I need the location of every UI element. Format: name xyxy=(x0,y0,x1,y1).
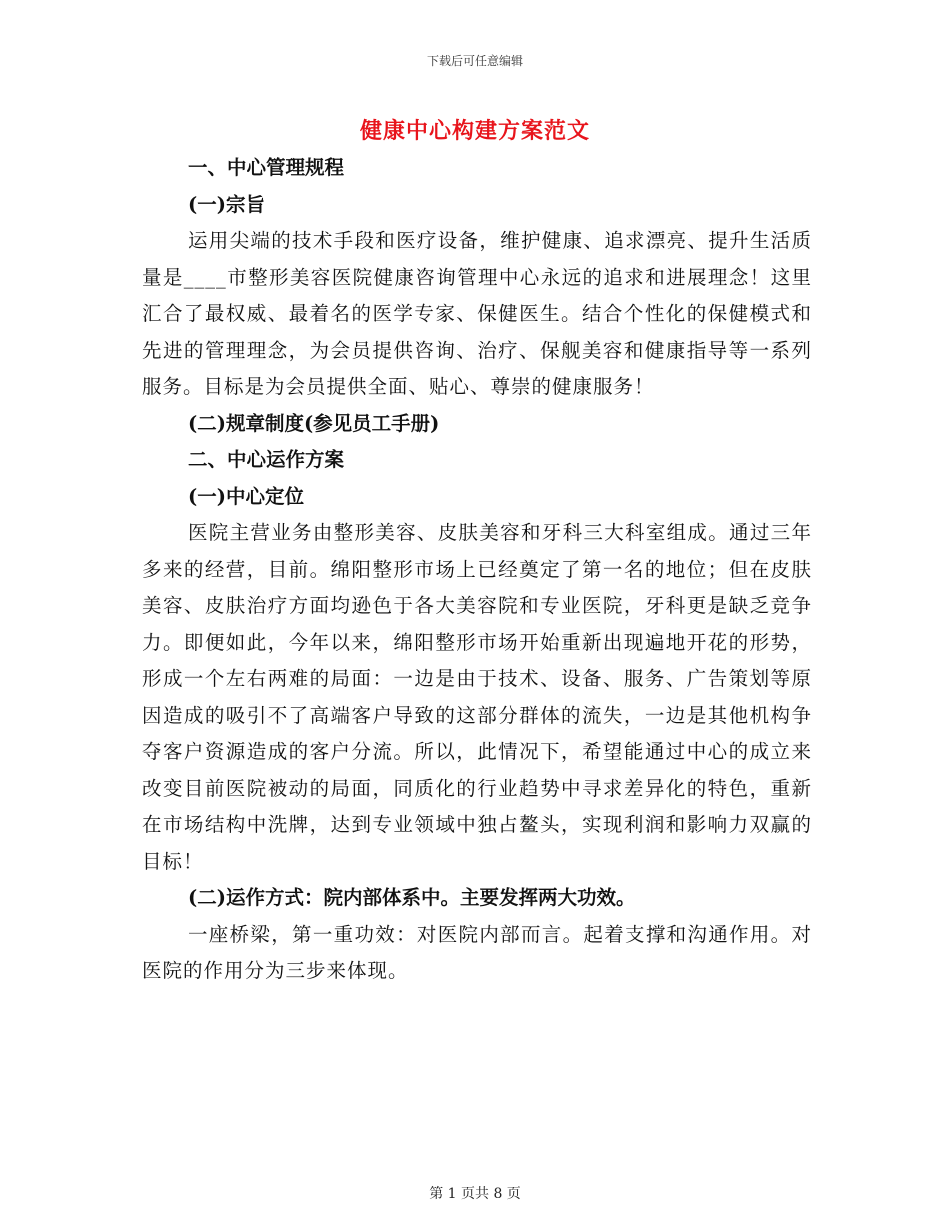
subsection-heading-operation: (二)运作方式：院内部体系中。主要发挥两大功效。 xyxy=(188,886,636,909)
section-heading-1: 一、中心管理规程 xyxy=(188,156,345,179)
paragraph-purpose: 运用尖端的技术手段和医疗设备，维护健康、追求漂亮、提升生活质量是____市整形美容医院健康咨询管理中心永远的追求和进展理念！这里汇合了最权威、最着名的医学专家、保健医生。结合个性化的保健模式和先进的管理理念，为会员提供咨询、治疗、保舰美容和健康指导等一系列服务。目标是为会员提供全面、贴心、尊崇的健康服务！ xyxy=(142,229,812,398)
subsection-heading-rules: (二)规章制度(参见员工手册) xyxy=(188,411,440,435)
document-title: 健康中心构建方案范文 xyxy=(359,118,590,144)
document-body xyxy=(142,150,812,990)
page-number-footer: 第 1 页共 8 页 xyxy=(429,1186,521,1202)
section-heading-2: 二、中心运作方案 xyxy=(188,448,345,471)
paragraph-positioning: 医院主营业务由整形美容、皮肤美容和牙科三大科室组成。通过三年多来的经营，目前。绵阳整形市场上已经奠定了第一名的地位；但在皮肤美容、皮肤治疗方面均逊色于各大美容院和专业医院，牙科更是缺乏竞争力。即便如此，今年以来，绵阳整形市场开始重新出现遍地开花的形势，形成一个左右两难的局面：一边是由于技术、设备、服务、广告策划等原因造成的吸引不了高端客户导致的这部分群体的流失，一边是其他机构争夺客户资源造成的客户分流。所以，此情况下，希望能通过中心的成立来改变目前医院被动的局面，同质化的行业趋势中寻求差异化的特色，重新在市场结构中洗牌，达到专业领域中独占鳌头，实现利润和影响力双赢的目标！ xyxy=(142,521,812,873)
header-note: 下载后可任意编辑 xyxy=(426,54,523,68)
subsection-heading-positioning: (一)中心定位 xyxy=(188,484,304,508)
subsection-heading-purpose: (一)宗旨 xyxy=(188,192,265,216)
paragraph-operation: 一座桥梁，第一重功效：对医院内部而言。起着支撑和沟通作用。对医院的作用分为三步来体现。 xyxy=(142,922,812,982)
